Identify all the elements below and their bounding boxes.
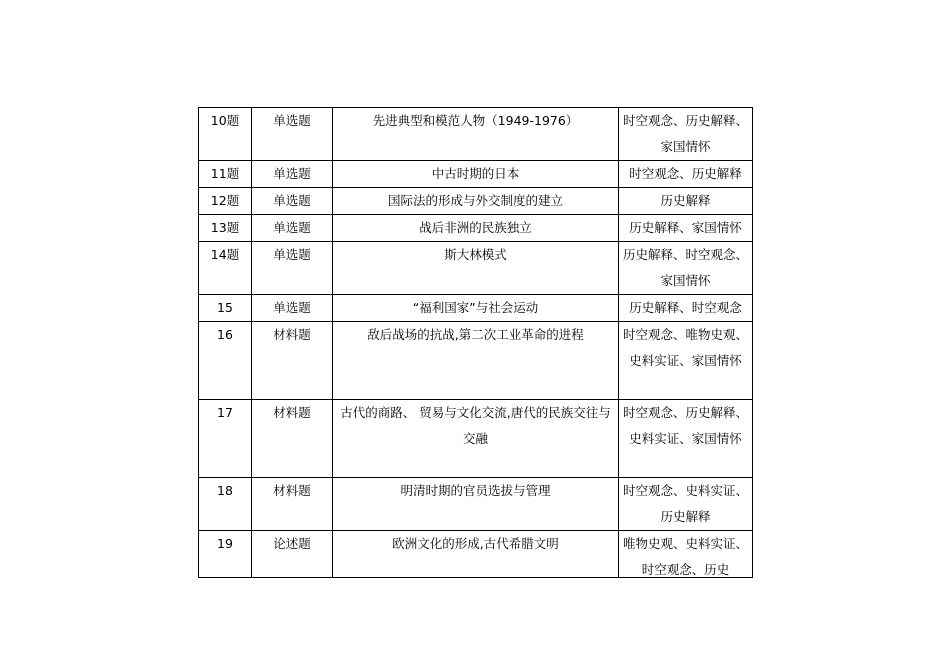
question-content: 欧洲文化的形成,古代希腊文明 — [333, 531, 619, 578]
question-number: 17 — [199, 400, 252, 478]
question-number: 15 — [199, 295, 252, 322]
table-row — [199, 242, 753, 295]
core-literacy: 历史解释 — [619, 188, 753, 215]
question-number: 16 — [199, 322, 252, 400]
question-content-text: 古代的商路、 贸易与文化交流,唐代的民族交往与交融 — [340, 405, 611, 446]
question-content: 敌后战场的抗战,第二次工业革命的进程 — [333, 322, 619, 400]
core-literacy: 时空观念、历史解释、家国情怀 — [619, 108, 753, 161]
question-type: 材料题 — [252, 478, 333, 531]
question-number: 12题 — [199, 188, 252, 215]
table-row — [199, 400, 753, 478]
question-type: 单选题 — [252, 188, 333, 215]
question-number: 19 — [199, 531, 252, 578]
core-literacy: 时空观念、历史解释、史料实证、家国情怀 — [619, 400, 753, 478]
question-content — [333, 400, 619, 478]
question-type: 单选题 — [252, 215, 333, 242]
question-content: 先进典型和模范人物（1949-1976） — [333, 108, 619, 161]
question-content: 战后非洲的民族独立 — [333, 215, 619, 242]
core-literacy — [619, 531, 753, 578]
core-literacy: 历史解释、时空观念 — [619, 295, 753, 322]
table-row — [199, 478, 753, 531]
table-row — [199, 188, 753, 215]
core-literacy: 时空观念、唯物史观、史料实证、家国情怀 — [619, 322, 753, 400]
question-content: 国际法的形成与外交制度的建立 — [333, 188, 619, 215]
table-row — [199, 161, 753, 188]
question-number: 14题 — [199, 242, 252, 295]
question-type: 单选题 — [252, 242, 333, 295]
core-literacy: 时空观念、史料实证、历史解释 — [619, 478, 753, 531]
question-content: 中古时期的日本 — [333, 161, 619, 188]
core-literacy: 历史解释、家国情怀 — [619, 215, 753, 242]
core-literacy: 历史解释、时空观念、家国情怀 — [619, 242, 753, 295]
table-row — [199, 531, 753, 578]
core-literacy: 时空观念、历史解释 — [619, 161, 753, 188]
question-number: 11题 — [199, 161, 252, 188]
table-row — [199, 215, 753, 242]
question-content: 斯大林模式 — [333, 242, 619, 295]
question-type: 材料题 — [252, 322, 333, 400]
question-type: 单选题 — [252, 108, 333, 161]
table-row — [199, 295, 753, 322]
question-content: 明清时期的官员选拔与管理 — [333, 478, 619, 531]
question-table — [198, 107, 753, 578]
question-content: “福利国家”与社会运动 — [333, 295, 619, 322]
question-type: 材料题 — [252, 400, 333, 478]
core-literacy-text: 唯物史观、史料实证、时空观念、历史 — [623, 536, 748, 577]
table-row — [199, 322, 753, 400]
question-type: 单选题 — [252, 295, 333, 322]
question-type: 单选题 — [252, 161, 333, 188]
question-number: 10题 — [199, 108, 252, 161]
question-type: 论述题 — [252, 531, 333, 578]
question-number: 13题 — [199, 215, 252, 242]
table-row — [199, 108, 753, 161]
question-number: 18 — [199, 478, 252, 531]
